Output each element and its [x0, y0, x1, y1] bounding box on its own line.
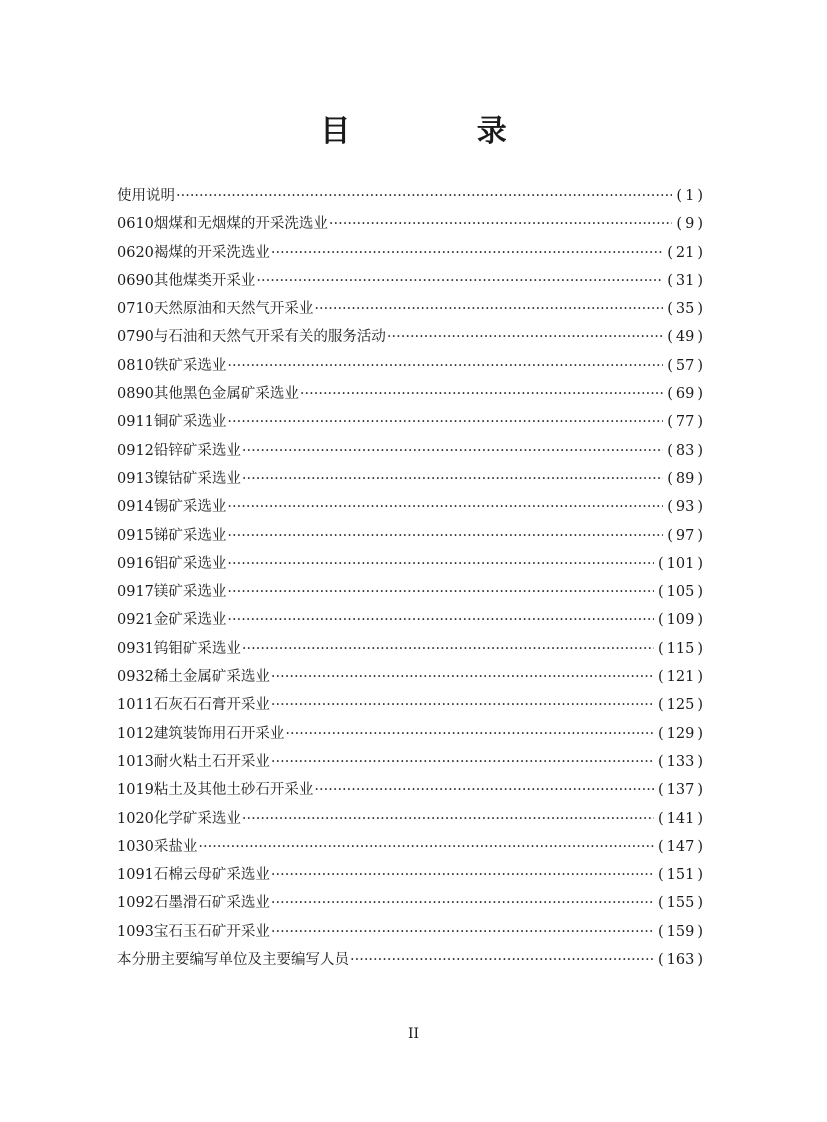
toc-paren-close: )	[697, 838, 703, 855]
toc-paren-close: )	[697, 725, 703, 742]
toc-paren-open: (	[667, 527, 673, 544]
toc-page-number: 69	[675, 386, 695, 403]
toc-paren-close: )	[697, 612, 703, 629]
toc-entry-label: 0620褐煤的开采洗选业	[117, 244, 270, 261]
toc-entry-label: 0710天然原油和天然气开采业	[117, 301, 314, 318]
toc-entry-page	[664, 352, 706, 380]
toc-paren-close: )	[697, 244, 703, 261]
toc-entry-page	[673, 210, 706, 238]
toc-page-number: 163	[666, 952, 695, 969]
toc-page-number: 133	[666, 753, 695, 770]
toc-paren-open: (	[667, 357, 673, 374]
toc-entry-page	[655, 776, 706, 804]
toc-paren-open: (	[657, 952, 664, 969]
toc-entry-page	[655, 946, 706, 974]
toc-paren-open: (	[667, 499, 673, 516]
toc-page-number: 97	[675, 527, 695, 544]
toc-page-number: 109	[666, 612, 695, 629]
toc-dot-leader	[271, 663, 654, 691]
toc-dot-leader	[242, 635, 654, 663]
toc-entry-27[interactable]	[117, 918, 706, 946]
toc-entry-page	[655, 833, 706, 861]
toc-entry-page	[655, 720, 706, 748]
toc-page-number: 21	[675, 244, 695, 261]
toc-paren-close: )	[697, 867, 703, 884]
toc-paren-open: (	[657, 810, 664, 827]
toc-paren-open: (	[657, 669, 664, 686]
toc-paren-open: (	[657, 895, 664, 912]
toc-page-number: 9	[685, 216, 695, 233]
toc-paren-open: (	[657, 725, 664, 742]
toc-paren-close: )	[697, 669, 703, 686]
toc-entry-24[interactable]	[117, 833, 706, 861]
toc-dot-leader	[271, 889, 654, 917]
toc-paren-close: )	[697, 301, 703, 318]
toc-entry-label: 0921金矿采选业	[117, 612, 227, 629]
toc-dot-leader	[329, 210, 673, 238]
toc-page-number: 151	[666, 867, 695, 884]
toc-page-number: 101	[666, 555, 695, 572]
toc-entry-28[interactable]	[117, 946, 706, 974]
toc-page-number: 125	[666, 697, 695, 714]
toc-entry-15[interactable]	[117, 578, 706, 606]
page-number: II	[407, 1026, 420, 1042]
toc-entry-19[interactable]	[117, 691, 706, 719]
toc-entry-label: 0913镍钴矿采选业	[117, 470, 241, 487]
toc-entry-label: 1012建筑装饰用石开采业	[117, 725, 285, 742]
toc-paren-open: (	[657, 697, 664, 714]
toc-page-number: 1	[685, 188, 695, 204]
toc-entry-label: 0790与石油和天然气开采有关的服务活动	[117, 329, 386, 346]
toc-page-number: 89	[675, 470, 695, 487]
toc-entry-22[interactable]	[117, 776, 706, 804]
toc-paren-open: (	[667, 470, 673, 487]
toc-page-number: 31	[675, 272, 695, 289]
toc-entry-page	[655, 691, 706, 719]
toc-entry-label: 本分册主要编写单位及主要编写人员	[117, 952, 349, 969]
toc-page-number: 147	[666, 838, 695, 855]
toc-paren-close: )	[697, 810, 703, 827]
toc-dot-leader	[256, 267, 663, 295]
toc-entry-page	[664, 239, 706, 267]
toc-entry-10[interactable]	[117, 437, 706, 465]
toc-paren-open: (	[667, 414, 673, 431]
toc-page-number: 83	[675, 442, 695, 459]
toc-paren-open: (	[667, 329, 673, 346]
toc-dot-leader	[271, 691, 654, 719]
toc-page-number: 155	[666, 895, 695, 912]
toc-paren-close: )	[697, 188, 703, 204]
toc-entry-13[interactable]	[117, 522, 706, 550]
page-title: 目 录	[320, 114, 565, 149]
toc-entry-page	[655, 748, 706, 776]
toc-entry-label: 0810铁矿采选业	[117, 357, 227, 374]
toc-entry-9[interactable]	[117, 408, 706, 436]
toc-page-number: 105	[666, 584, 695, 601]
toc-entry-label: 0914锡矿采选业	[117, 499, 227, 516]
toc-page-number: 159	[666, 923, 695, 940]
toc-paren-open: (	[657, 753, 664, 770]
toc-entry-page	[655, 578, 706, 606]
toc-paren-open: (	[657, 867, 664, 884]
toc-paren-close: )	[697, 923, 703, 940]
toc-dot-leader	[227, 578, 654, 606]
toc-paren-close: )	[697, 697, 703, 714]
toc-entry-label: 1019粘土及其他土砂石开采业	[117, 782, 314, 799]
toc-entry-label: 1092石墨滑石矿采选业	[117, 895, 270, 912]
toc-entry-label: 0890其他黑色金属矿采选业	[117, 386, 299, 403]
toc-dot-leader	[271, 239, 663, 267]
toc-entry-page	[655, 550, 706, 578]
toc-entry-label: 0912铅锌矿采选业	[117, 442, 241, 459]
toc-dot-leader	[198, 833, 654, 861]
toc-entry-label: 0931钨钼矿采选业	[117, 640, 241, 657]
toc-dot-leader	[227, 522, 663, 550]
toc-entry-5[interactable]	[117, 295, 706, 323]
toc-dot-leader	[227, 408, 663, 436]
toc-dot-leader	[271, 748, 654, 776]
toc-paren-open: (	[657, 838, 664, 855]
toc-entry-25[interactable]	[117, 861, 706, 889]
toc-entry-23[interactable]	[117, 805, 706, 833]
toc-entry-6[interactable]	[117, 323, 706, 351]
toc-dot-leader	[227, 606, 654, 634]
toc-entry-page	[664, 267, 706, 295]
toc-dot-leader	[300, 380, 663, 408]
toc-entry-page	[673, 182, 706, 210]
toc-dot-leader	[350, 946, 654, 974]
toc-paren-close: )	[697, 584, 703, 601]
toc-paren-open: (	[657, 612, 664, 629]
toc-entry-page	[664, 437, 706, 465]
toc-entry-label: 0917镁矿采选业	[117, 584, 227, 601]
toc-dot-leader	[227, 550, 654, 578]
toc-entry-page	[664, 295, 706, 323]
toc-paren-close: )	[697, 272, 703, 289]
toc-paren-close: )	[697, 895, 703, 912]
toc-entry-page	[664, 323, 706, 351]
table-of-contents	[117, 182, 706, 974]
toc-paren-open: (	[657, 555, 664, 572]
toc-entry-page	[655, 889, 706, 917]
toc-entry-page	[664, 493, 706, 521]
toc-paren-open: (	[676, 188, 683, 204]
toc-paren-open: (	[667, 386, 673, 403]
toc-paren-close: )	[697, 499, 703, 516]
toc-entry-4[interactable]	[117, 267, 706, 295]
toc-paren-open: (	[667, 442, 673, 459]
toc-entry-page	[655, 635, 706, 663]
toc-entry-label: 0915锑矿采选业	[117, 527, 227, 544]
toc-paren-open: (	[676, 216, 683, 233]
toc-entry-26[interactable]	[117, 889, 706, 917]
toc-entry-16[interactable]	[117, 606, 706, 634]
toc-entry-label: 0610烟煤和无烟煤的开采洗选业	[117, 216, 328, 233]
toc-entry-page	[655, 606, 706, 634]
toc-paren-close: )	[697, 527, 703, 544]
toc-entry-page	[664, 380, 706, 408]
toc-page-number: 141	[666, 810, 695, 827]
toc-entry-1[interactable]	[117, 182, 706, 210]
toc-entry-3[interactable]	[117, 239, 706, 267]
toc-dot-leader	[242, 437, 663, 465]
toc-entry-label: 1011石灰石石膏开采业	[117, 697, 270, 714]
toc-paren-open: (	[667, 301, 673, 318]
toc-paren-close: )	[697, 640, 703, 657]
toc-dot-leader	[314, 295, 663, 323]
toc-entry-page	[655, 861, 706, 889]
toc-paren-close: )	[697, 782, 703, 799]
toc-paren-close: )	[697, 470, 703, 487]
toc-dot-leader	[242, 465, 663, 493]
toc-paren-open: (	[667, 244, 673, 261]
toc-paren-close: )	[697, 952, 703, 969]
toc-paren-close: )	[697, 329, 703, 346]
toc-dot-leader	[176, 182, 672, 210]
toc-entry-20[interactable]	[117, 720, 706, 748]
toc-entry-18[interactable]	[117, 663, 706, 691]
toc-paren-close: )	[697, 216, 703, 233]
toc-paren-open: (	[657, 584, 664, 601]
toc-entry-label: 0916铝矿采选业	[117, 555, 227, 572]
toc-entry-11[interactable]	[117, 465, 706, 493]
toc-page-number: 49	[675, 329, 695, 346]
toc-dot-leader	[227, 493, 663, 521]
toc-page-number: 35	[675, 301, 695, 318]
toc-entry-page	[655, 918, 706, 946]
toc-entry-label: 使用说明	[117, 188, 175, 204]
toc-dot-leader	[227, 352, 663, 380]
toc-page-number: 77	[675, 414, 695, 431]
toc-entry-12[interactable]	[117, 493, 706, 521]
toc-dot-leader	[242, 805, 654, 833]
toc-entry-label: 0932稀土金属矿采选业	[117, 669, 270, 686]
toc-entry-label: 0911铜矿采选业	[117, 414, 227, 431]
toc-paren-close: )	[697, 442, 703, 459]
toc-dot-leader	[285, 720, 654, 748]
toc-dot-leader	[387, 323, 663, 351]
toc-paren-open: (	[657, 782, 664, 799]
toc-page-number: 115	[666, 640, 695, 657]
toc-dot-leader	[314, 776, 654, 804]
toc-entry-label: 1013耐火粘土石开采业	[117, 753, 270, 770]
toc-entry-14[interactable]	[117, 550, 706, 578]
toc-dot-leader	[271, 861, 654, 889]
toc-entry-label: 1093宝石玉石矿开采业	[117, 923, 270, 940]
toc-entry-label: 1030采盐业	[117, 838, 198, 855]
toc-page-number: 129	[666, 725, 695, 742]
toc-entry-7[interactable]	[117, 352, 706, 380]
toc-entry-21[interactable]	[117, 748, 706, 776]
toc-page-number: 93	[675, 499, 695, 516]
toc-entry-page	[655, 663, 706, 691]
toc-entry-8[interactable]	[117, 380, 706, 408]
toc-dot-leader	[271, 918, 654, 946]
toc-paren-open: (	[657, 640, 664, 657]
toc-paren-open: (	[657, 923, 664, 940]
toc-entry-label: 0690其他煤类开采业	[117, 272, 256, 289]
toc-entry-page	[664, 522, 706, 550]
toc-paren-close: )	[697, 414, 703, 431]
toc-paren-close: )	[697, 555, 703, 572]
toc-entry-page	[655, 805, 706, 833]
toc-page-number: 121	[666, 669, 695, 686]
toc-paren-close: )	[697, 386, 703, 403]
toc-entry-17[interactable]	[117, 635, 706, 663]
toc-paren-close: )	[697, 753, 703, 770]
toc-paren-close: )	[697, 357, 703, 374]
toc-page-number: 137	[666, 782, 695, 799]
toc-entry-label: 1091石棉云母矿采选业	[117, 867, 270, 884]
toc-paren-open: (	[667, 272, 673, 289]
toc-entry-page	[664, 408, 706, 436]
toc-page-number: 57	[675, 357, 695, 374]
toc-entry-2[interactable]	[117, 210, 706, 238]
toc-entry-label: 1020化学矿采选业	[117, 810, 241, 827]
toc-entry-page	[664, 465, 706, 493]
